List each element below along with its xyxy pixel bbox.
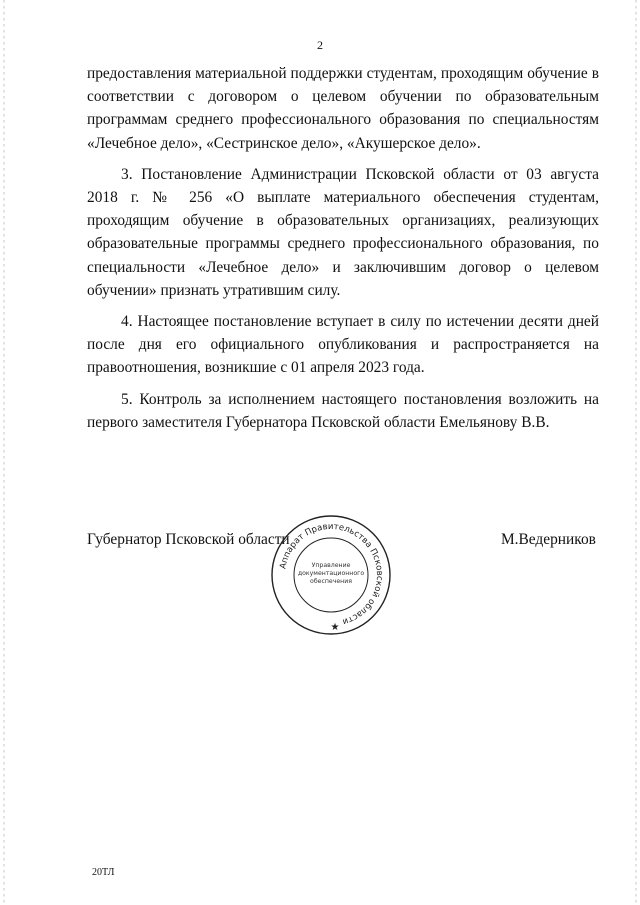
paragraph-3: 3. Постановление Администрации Псковской области от 03 августа 2018 г. № 256 «О выплате материального обеспечения студентам, проходящим обучение в образовательных организациях, реализующих образовательные программы среднего профессионального образования, по специальности «Лечебное дело» и заключившим договор о целевом обучении» признать утратившим силу. (87, 165, 599, 299)
page-number: 2 (317, 38, 323, 52)
signer-name: М.Ведерников (501, 531, 596, 548)
seal-inner-line-1: Управление (311, 562, 351, 569)
seal-star-icon: ★ (330, 622, 340, 633)
paragraph-4: 4. Настоящее постановление вступает в силу по истечении десяти дней после дня его официального опубликования и распространяется на правоотношения, возникшие с 01 апреля 2023 года. (87, 313, 599, 377)
footer-code: 20ТЛ (92, 867, 115, 878)
document-body (87, 62, 599, 442)
paragraph-continuation: предоставления материальной поддержки студентам, проходящим обучение в соответствии с договором о целевом обучении по образовательным программам среднего профессионального образования по специальностям «Лечебное дело», «Сестринское дело», «Акушерское дело». (87, 65, 599, 152)
left-scan-edge (3, 0, 5, 905)
official-seal (268, 512, 394, 638)
seal-outer-text: Аппарат Правительства Псковской области (278, 521, 385, 627)
right-scan-edge (635, 0, 637, 905)
paragraph-5: 5. Контроль за исполнением настоящего постановления возложить на первого заместителя Губернатора Псковской области Емельянову В.В. (87, 390, 599, 431)
seal-inner-line-2: документационного (297, 570, 365, 577)
signer-title: Губернатор Псковской области (87, 531, 290, 548)
seal-inner-line-3: обеспечения (310, 578, 352, 585)
